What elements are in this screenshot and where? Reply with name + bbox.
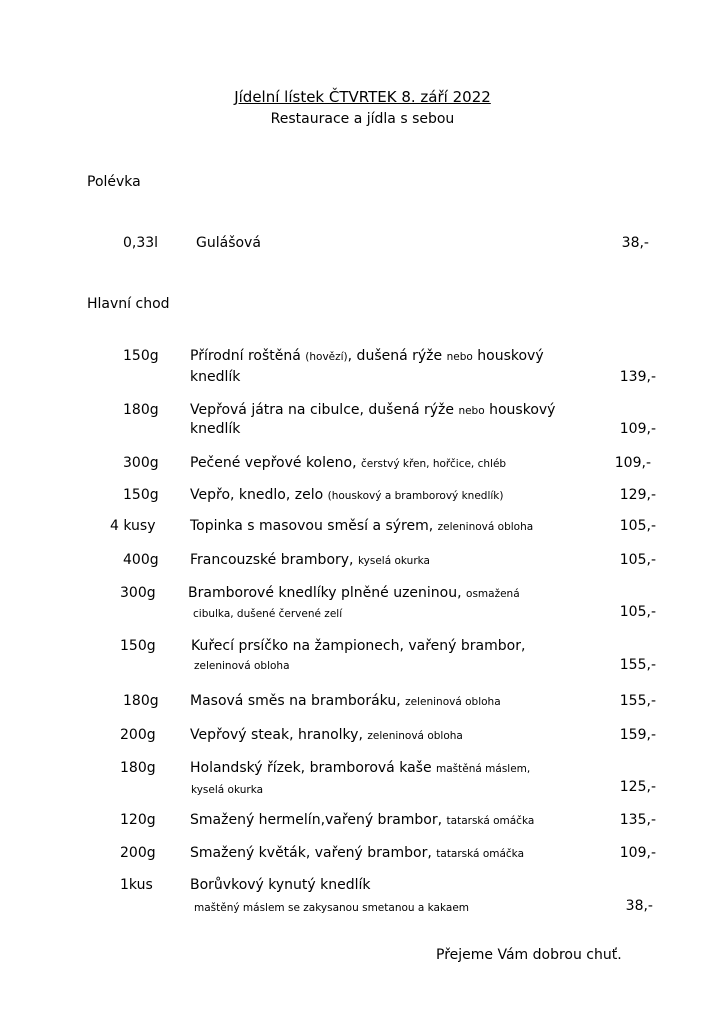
item-name-line2: knedlík [190,421,241,437]
item-price: 155,- [619,693,656,709]
item-weight: 300g [123,455,159,471]
soup-price: 38,- [621,235,649,251]
item-name: Vepřový steak, hranolky, zeleninová obloha [190,727,463,743]
item-name: Holandský řízek, bramborová kaše maštěná máslem, [190,760,531,776]
item-price: 109,- [614,455,651,471]
item-name: Vepřová játra na cibulce, dušená rýže nebo houskový [190,402,556,418]
section-heading-main: Hlavní chod [87,296,170,312]
item-price: 155,- [619,657,656,673]
item-weight: 200g [120,845,156,861]
item-name: Přírodní roštěná (hovězí), dušená rýže nebo houskový [190,348,544,364]
item-name: Kuřecí prsíčko na žampionech, vařený brambor, [191,638,526,654]
item-name: Borůvkový kynutý knedlík [190,877,371,893]
item-price: 139,- [619,369,656,385]
item-weight: 150g [120,638,156,654]
item-name: Vepřo, knedlo, zelo (houskový a bramborový knedlík) [190,487,504,503]
item-name-line2: kyselá okurka [191,784,264,796]
item-weight: 180g [123,402,159,418]
item-name: Smažený květák, vařený brambor, tatarská omáčka [190,845,525,861]
item-weight: 4 kusy [110,518,156,534]
item-name: Francouzské brambory, kyselá okurka [190,552,430,568]
item-price: 125,- [619,779,656,795]
item-weight: 180g [123,693,159,709]
item-weight: 150g [123,487,159,503]
soup-name: Gulášová [196,235,261,251]
item-name: Topinka s masovou směsí a sýrem, zeleninová obloha [190,518,534,534]
item-price: 105,- [619,604,656,620]
item-weight: 120g [120,812,156,828]
item-price: 109,- [619,421,656,437]
item-price: 105,- [619,552,656,568]
item-price: 109,- [619,845,656,861]
item-weight: 300g [120,585,156,601]
item-name: Smažený hermelín,vařený brambor, tatarská omáčka [190,812,535,828]
item-weight: 200g [120,727,156,743]
item-price: 105,- [619,518,656,534]
item-price: 38,- [625,898,653,914]
item-weight: 150g [123,348,159,364]
closing-greeting: Přejeme Vám dobrou chuť. [436,947,622,963]
item-name: Bramborové knedlíky plněné uzeninou, osmažená [188,585,520,601]
item-name-line2: cibulka, dušené červené zelí [193,608,343,620]
item-name-line2: maštěný máslem se zakysanou smetanou a kakaem [194,902,470,914]
item-name: Masová směs na bramboráku, zeleninová obloha [190,693,501,709]
item-weight: 1kus [120,877,153,893]
item-price: 159,- [619,727,656,743]
menu-title: Jídelní lístek ČTVRTEK 8. září 2022 [234,88,491,106]
item-weight: 180g [120,760,156,776]
section-heading-soup: Polévka [87,174,141,190]
item-name: Pečené vepřové koleno, čerstvý křen, hořčice, chléb [190,455,507,471]
item-price: 129,- [619,487,656,503]
item-weight: 400g [123,552,159,568]
item-name-line2: zeleninová obloha [194,660,290,672]
item-price: 135,- [619,812,656,828]
soup-weight: 0,33l [123,235,159,251]
menu-subtitle: Restaurace a jídla s sebou [270,111,455,127]
item-name-line2: knedlík [190,369,241,385]
